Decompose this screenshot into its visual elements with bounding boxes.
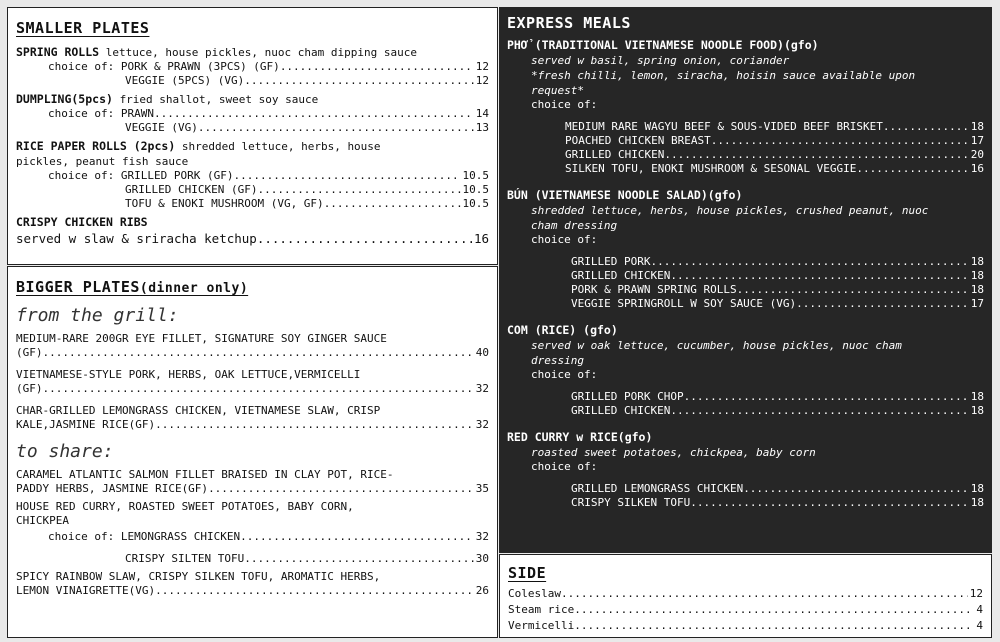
option-row: [508, 618, 983, 634]
dish-desc: served w basil, spring onion, coriander: [531, 54, 790, 67]
option-label: GRILLED PORK CHOP: [571, 390, 684, 403]
option-row: [507, 283, 984, 297]
option-price: 18: [970, 120, 984, 133]
option-price: 18: [970, 283, 984, 296]
section-title: BIGGER PLATES(dinner only): [16, 278, 249, 296]
option-row: choice of: PRAWN ..... 14: [16, 107, 489, 121]
dish-name: COM (RICE) (gfo): [507, 323, 618, 337]
option-price: 10.5: [462, 197, 489, 210]
option-price: 17: [970, 134, 984, 147]
section-title: SIDE: [508, 564, 547, 582]
option-price: 10.5: [462, 183, 489, 196]
dish-line: MEDIUM-RARE 200GR EYE FILLET, SIGNATURE SOY GINGER SAUCE: [16, 332, 387, 345]
option-row: choice of: GRILLED PORK (GF) ..... 10.5: [16, 169, 489, 183]
option-label: POACHED CHICKEN BREAST: [565, 134, 711, 147]
option-row: PADDY HERBS, JASMINE RICE(GF) ..... 35: [16, 482, 489, 496]
option-row: [507, 255, 984, 269]
option-price: 18: [970, 404, 984, 417]
option-row: choice of: LEMONGRASS CHICKEN ..... 32: [16, 530, 489, 544]
option-label: GRILLED LEMONGRASS CHICKEN: [571, 482, 744, 495]
option-label: GRILLED PORK: [571, 255, 651, 268]
option-row: [507, 297, 984, 311]
option-row: [507, 148, 984, 162]
option-label: PORK & PRAWN SPRING ROLLS: [571, 283, 737, 296]
option-price: 26: [475, 584, 489, 597]
option-label: SILKEN TOFU, ENOKI MUSHROOM & SESONAL VEGGIE: [565, 162, 857, 175]
option-row: [508, 602, 983, 618]
option-label: VEGGIE SPRINGROLL W SOY SAUCE (VG): [571, 297, 797, 310]
option-price: 14: [475, 107, 489, 120]
option-label: GRILLED CHICKEN: [571, 269, 671, 282]
option-row: choice of: PORK & PRAWN (3PCS) (GF) ..... 12: [16, 60, 489, 74]
option-row: [507, 120, 984, 134]
option-price: 18: [970, 496, 984, 509]
option-label: VEGGIE (5PCS) (VG): [125, 74, 245, 87]
express-meals-section: [499, 7, 992, 553]
option-row: KALE,JASMINE RICE(GF) ..... 32: [16, 418, 489, 432]
option-row: [16, 74, 489, 88]
option-row: [508, 586, 983, 602]
choice-label: choice of:: [531, 368, 598, 381]
option-label: CRISPY SILKEN TOFU: [571, 496, 691, 509]
option-row: [507, 162, 984, 176]
option-price: 4: [976, 619, 983, 632]
option-price: 32: [475, 382, 489, 395]
dish-name: RICE PAPER ROLLS (2pcs): [16, 139, 176, 153]
dish-line: CARAMEL ATLANTIC SALMON FILLET BRAISED IN CLAY POT, RICE-: [16, 468, 394, 481]
option-label: VEGGIE (VG): [125, 121, 198, 134]
option-price: 10.5: [462, 169, 489, 182]
dish-name: SPRING ROLLS: [16, 45, 100, 59]
option-label: MEDIUM RARE WAGYU BEEF & SOUS-VIDED BEEF BRISKET: [565, 120, 883, 133]
option-label: Coleslaw: [508, 587, 561, 600]
dish-name: CRISPY CHICKEN RIBS: [16, 215, 148, 229]
option-row: [16, 197, 489, 211]
share-heading: to share:: [16, 441, 114, 462]
dish-desc: lettuce, house pickles, nuoc cham dipping sauce: [105, 46, 417, 59]
option-price: 4: [976, 603, 983, 616]
option-price: 18: [970, 390, 984, 403]
option-label: GRILLED PORK (GF): [120, 169, 234, 182]
dish-line: CHICKPEA: [16, 514, 69, 527]
option-price: 32: [475, 418, 489, 431]
option-price: 12: [475, 74, 489, 87]
choice-label: choice of:: [531, 233, 598, 246]
option-price: 32: [475, 530, 489, 543]
option-row: [16, 552, 489, 566]
option-price: 20: [970, 148, 984, 161]
option-label: Steam rice: [508, 603, 575, 616]
dish-desc: shredded lettuce, herbs, house pickles, peanut fish sauce: [16, 140, 381, 168]
dish-line: VIETNAMESE-STYLE PORK, HERBS, OAK LETTUCE,VERMICELLI: [16, 368, 361, 381]
option-row: [507, 390, 984, 404]
dish-desc: shredded lettuce, herbs, house pickles, crushed peanut, nuoc cham dressing: [531, 204, 929, 232]
section-title: EXPRESS MEALS: [507, 14, 631, 32]
option-row: LEMON VINAIGRETTE(VG) ..... 26: [16, 584, 489, 598]
option-row: [507, 404, 984, 418]
option-row: [507, 482, 984, 496]
dish-line: HOUSE RED CURRY, ROASTED SWEET POTATOES, BABY CORN,: [16, 500, 354, 513]
option-price: 12: [475, 60, 489, 73]
option-label: PORK & PRAWN (3PCS) (GF): [120, 60, 280, 73]
section-subtitle: (dinner only): [139, 281, 249, 296]
option-price: 18: [970, 482, 984, 495]
option-row: [507, 496, 984, 510]
option-price: 35: [475, 482, 489, 495]
option-price: 18: [970, 269, 984, 282]
option-price: 40: [475, 346, 489, 359]
dish-desc: fried shallot, sweet soy sauce: [119, 93, 319, 106]
choice-label: choice of:: [531, 98, 598, 111]
dish-name: PHỞ (TRADITIONAL VIETNAMESE NOODLE FOOD)(gfo): [507, 38, 819, 52]
option-label: Vermicelli: [508, 619, 575, 632]
bigger-plates-section: [7, 266, 498, 638]
dish-name: RED CURRY w RICE(gfo): [507, 430, 653, 444]
option-row: [16, 183, 489, 197]
dish-name: BÚN (VIETNAMESE NOODLE SALAD)(gfo): [507, 188, 743, 202]
option-row: (GF) ..... 32: [16, 382, 489, 396]
grill-heading: from the grill:: [16, 305, 179, 326]
option-price: 12: [969, 587, 983, 600]
dish-desc: served w oak lettuce, cucumber, house pickles, nuoc cham dressing: [531, 339, 902, 367]
dish-line: SPICY RAINBOW SLAW, CRISPY SILKEN TOFU, AROMATIC HERBS,: [16, 570, 381, 583]
smaller-plates-section: [7, 7, 498, 265]
option-price: 16: [970, 162, 984, 175]
option-label: GRILLED CHICKEN (GF): [125, 183, 258, 196]
option-label: LEMONGRASS CHICKEN: [120, 530, 241, 543]
option-price: 16: [473, 231, 489, 246]
option-price: 13: [475, 121, 489, 134]
option-row: (GF) ..... 40: [16, 346, 489, 360]
section-title: SMALLER PLATES: [16, 19, 150, 37]
option-row: [16, 121, 489, 135]
option-row: [16, 230, 489, 247]
choice-label: choice of:: [531, 460, 598, 473]
dish-line: CHAR-GRILLED LEMONGRASS CHICKEN, VIETNAMESE SLAW, CRISP: [16, 404, 381, 417]
option-label: GRILLED CHICKEN: [565, 148, 665, 161]
option-row: [507, 269, 984, 283]
dish-name: DUMPLING(5pcs): [16, 92, 113, 106]
option-price: 30: [475, 552, 489, 565]
option-label: TOFU & ENOKI MUSHROOM (VG, GF): [125, 197, 324, 210]
option-label: CRISPY SILTEN TOFU: [125, 552, 245, 565]
dish-desc: roasted sweet potatoes, chickpea, baby corn: [531, 446, 816, 459]
side-section: [499, 554, 992, 638]
option-label: PRAWN: [120, 107, 154, 120]
option-label: GRILLED CHICKEN: [571, 404, 671, 417]
dish-note: *fresh chilli, lemon, siracha, hoisin sauce available upon request*: [531, 69, 916, 97]
option-row: [507, 134, 984, 148]
dish-desc: served w slaw & sriracha ketchup: [16, 231, 257, 246]
option-price: 18: [970, 255, 984, 268]
option-price: 17: [970, 297, 984, 310]
